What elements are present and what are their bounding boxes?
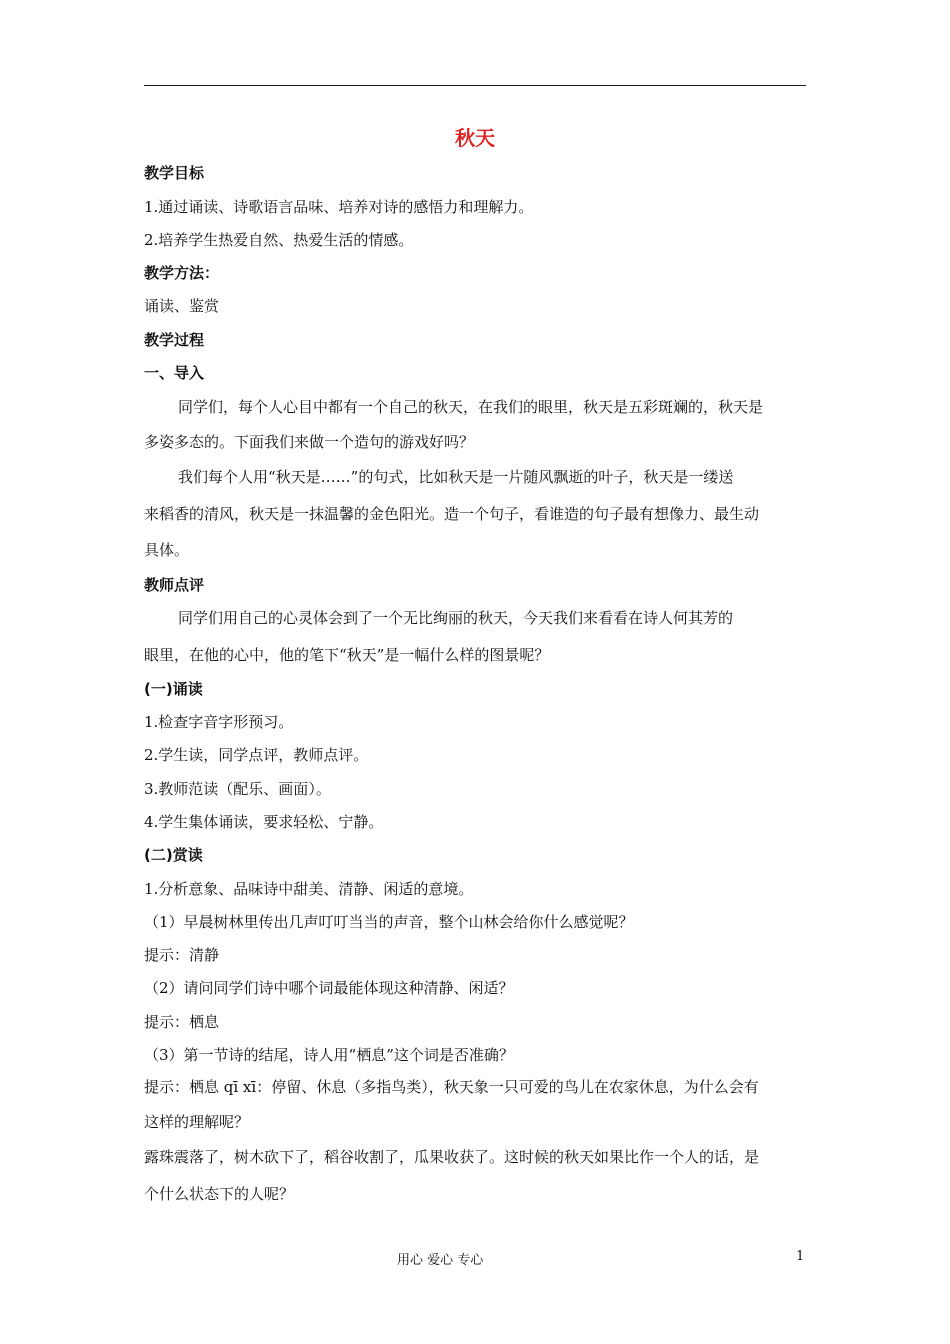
body-line: 提示：栖息 qī xī：停留、休息（多指鸟类），秋天象一只可爱的鸟儿在农家休息，为什么会有 [144, 1078, 759, 1096]
section-heading: 教学方法： [144, 264, 220, 282]
body-line: 2.学生读，同学点评，教师点评。 [144, 746, 369, 764]
body-line: 这样的理解呢？ [144, 1113, 250, 1131]
body-line: 提示：栖息 [144, 1013, 220, 1031]
body-line: 同学们用自己的心灵体会到了一个无比绚丽的秋天，今天我们来看看在诗人何其芳的 [178, 609, 734, 627]
document-title: 秋天 [455, 126, 495, 150]
body-line: 我们每个人用“秋天是……”的句式，比如秋天是一片随风飘逝的叶子，秋天是一缕送 [178, 468, 734, 486]
body-line: 提示：清静 [144, 946, 220, 964]
footer-motto: 用心 爱心 专心 [397, 1253, 484, 1268]
body-line: 1.分析意象、品味诗中甜美、清静、闲适的意境。 [144, 880, 474, 898]
body-line: 眼里，在他的心中，他的笔下“秋天”是一幅什么样的图景呢？ [144, 646, 550, 664]
section-heading: 一、导入 [144, 364, 205, 382]
body-line: 1.通过诵读、诗歌语言品味、培养对诗的感悟力和理解力。 [144, 198, 534, 216]
section-heading: (一)诵读 [144, 680, 203, 698]
body-line: （3）第一节诗的结尾，诗人用“栖息”这个词是否准确？ [144, 1046, 514, 1064]
body-line: 同学们，每个人心目中都有一个自己的秋天，在我们的眼里，秋天是五彩斑斓的，秋天是 [178, 398, 764, 416]
section-heading: 教师点评 [144, 576, 205, 594]
section-heading: 教学目标 [144, 164, 205, 182]
page-number: 1 [796, 1249, 805, 1264]
body-line: 露珠震落了，树木砍下了，稻谷收割了，瓜果收获了。这时候的秋天如果比作一个人的话，是 [144, 1148, 760, 1166]
body-line: 诵读、鉴赏 [144, 297, 220, 315]
body-line: 个什么状态下的人呢？ [144, 1185, 295, 1203]
section-heading: 教学过程 [144, 331, 205, 349]
section-heading: (二)赏读 [144, 846, 203, 864]
body-line: 1.检查字音字形预习。 [144, 713, 294, 731]
body-line: 2.培养学生热爱自然、热爱生活的情感。 [144, 231, 414, 249]
body-line: 4.学生集体诵读，要求轻松、宁静。 [144, 813, 384, 831]
header-rule [144, 85, 806, 86]
body-line: （2）请问同学们诗中哪个词最能体现这种清静、闲适？ [144, 979, 514, 997]
body-line: 多姿多态的。下面我们来做一个造句的游戏好吗？ [144, 433, 475, 451]
body-line: 来稻香的清风，秋天是一抹温馨的金色阳光。造一个句子，看谁造的句子最有想像力、最生动 [144, 505, 760, 523]
body-line: 3.教师范读（配乐、画面）。 [144, 780, 331, 798]
body-line: （1）早晨树林里传出几声叮叮当当的声音，整个山林会给你什么感觉呢？ [144, 913, 634, 931]
body-line: 具体。 [144, 541, 190, 559]
